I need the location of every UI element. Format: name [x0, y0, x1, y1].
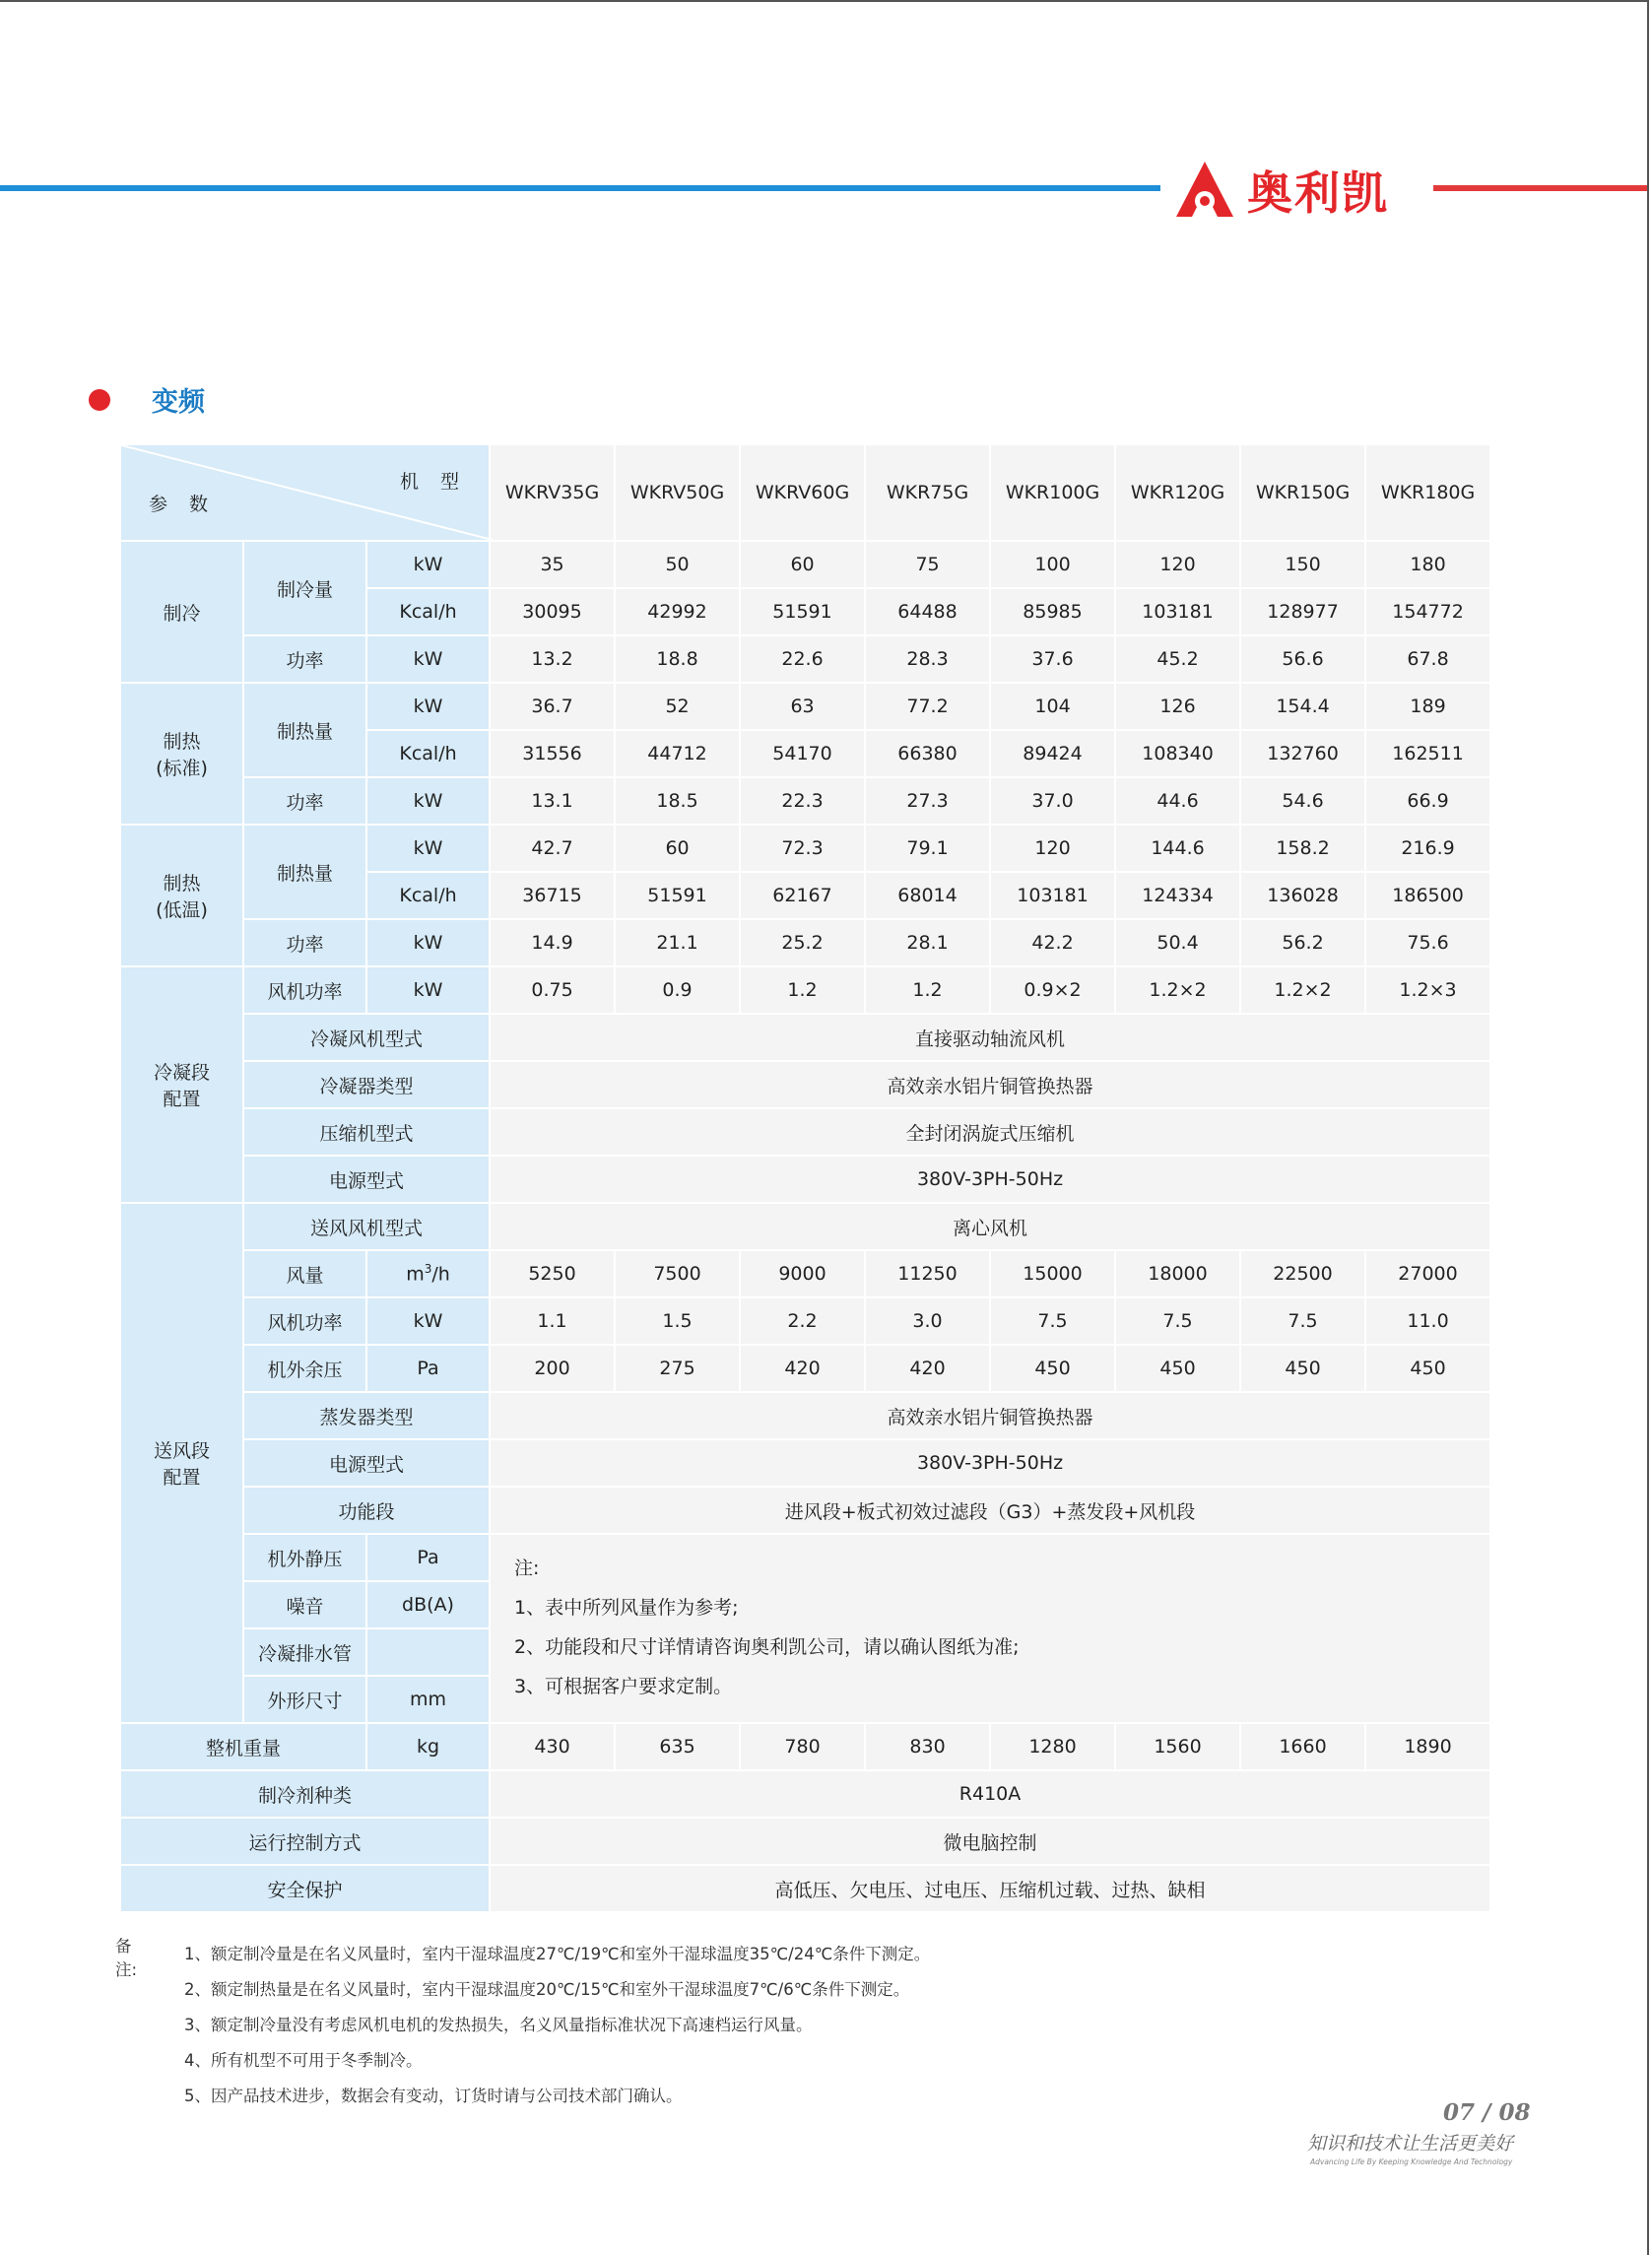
param-label: 机外静压	[243, 1534, 366, 1581]
merged-value-cell: 高效亲水铝片铜管换热器	[490, 1061, 1490, 1108]
table-row	[120, 966, 1490, 1014]
capacity-label: 制冷量	[243, 541, 366, 635]
slogan-en: Advancing Life By Keeping Knowledge And Technology	[1310, 2157, 1513, 2166]
value-cell: 120	[990, 825, 1115, 872]
value-cell: 132760	[1240, 730, 1365, 777]
table-row	[120, 1818, 1490, 1865]
value-cell: 36.7	[490, 683, 615, 730]
unit-cell: mm	[366, 1676, 490, 1723]
value-cell: 42.7	[490, 825, 615, 872]
unit-cell: dB(A)	[366, 1581, 490, 1628]
model-header: WKRV60G	[740, 444, 865, 541]
table-row	[120, 635, 1490, 683]
table-corner	[120, 444, 490, 541]
merged-value-cell: 微电脑控制	[490, 1818, 1490, 1865]
value-cell: 62167	[740, 872, 865, 919]
remark-line: 3、额定制冷量没有考虑风机电机的发热损失，名义风量指标准状况下高速档运行风量。	[184, 2016, 813, 2034]
value-cell: 780	[740, 1723, 865, 1770]
param-label: 功能段	[243, 1487, 490, 1534]
value-cell: 79.1	[865, 825, 990, 872]
param-label: 送风风机型式	[243, 1203, 490, 1250]
value-cell: 1.2×2	[1240, 966, 1365, 1014]
table-row	[120, 1770, 1490, 1818]
group-label-line: 配置	[163, 1467, 201, 1489]
value-cell: 60	[740, 541, 865, 588]
unit-cell: Kcal/h	[366, 730, 490, 777]
value-cell: 0.9	[615, 966, 740, 1014]
note-cell	[490, 1534, 1490, 1723]
page-number	[1443, 2099, 1530, 2126]
value-cell: 66380	[865, 730, 990, 777]
table-row	[120, 1014, 1490, 1061]
merged-value-cell: 380V-3PH-50Hz	[490, 1156, 1490, 1203]
param-label: 外形尺寸	[243, 1676, 366, 1723]
value-cell: 75.6	[1365, 919, 1490, 966]
model-header: WKRV50G	[615, 444, 740, 541]
unit-cell: kW	[366, 966, 490, 1014]
value-cell: 1.2	[865, 966, 990, 1014]
value-cell: 50	[615, 541, 740, 588]
merged-value-cell: R410A	[490, 1770, 1490, 1818]
value-cell: 51591	[615, 872, 740, 919]
model-header: WKR75G	[865, 444, 990, 541]
model-header: WKR100G	[990, 444, 1115, 541]
slogan: 知识和技术让生活更美好	[1307, 2133, 1514, 2155]
group-label-line: 制热	[163, 873, 201, 895]
group-label-line: 冷凝段	[153, 1062, 210, 1084]
value-cell: 52	[615, 683, 740, 730]
value-cell: 85985	[990, 588, 1115, 635]
value-cell: 128977	[1240, 588, 1365, 635]
unit-cell: kg	[366, 1723, 490, 1770]
merged-value-cell: 380V-3PH-50Hz	[490, 1439, 1490, 1487]
remarks-label: 备注:	[115, 1937, 138, 1979]
table-row	[120, 1345, 1490, 1392]
group-cooling: 制冷	[120, 541, 243, 683]
value-cell: 72.3	[740, 825, 865, 872]
value-cell: 18.8	[615, 635, 740, 683]
param-label: 制冷剂种类	[120, 1770, 490, 1818]
note-line: 1、表中所列风量作为参考;	[514, 1597, 739, 1619]
value-cell: 1.5	[615, 1297, 740, 1345]
value-cell: 103181	[1115, 588, 1240, 635]
value-cell: 100	[990, 541, 1115, 588]
value-cell: 126	[1115, 683, 1240, 730]
table-row	[120, 919, 1490, 966]
value-cell: 56.6	[1240, 635, 1365, 683]
param-label: 机外余压	[243, 1345, 366, 1392]
value-cell: 124334	[1115, 872, 1240, 919]
value-cell: 186500	[1365, 872, 1490, 919]
page-number-sep: /	[1483, 2099, 1491, 2126]
value-cell: 64488	[865, 588, 990, 635]
value-cell: 89424	[990, 730, 1115, 777]
value-cell: 28.1	[865, 919, 990, 966]
value-cell: 430	[490, 1723, 615, 1770]
airflow-unit-sup: 3	[424, 1262, 432, 1277]
top-border	[0, 0, 1647, 2]
param-label: 冷凝排水管	[243, 1628, 366, 1676]
value-cell: 7.5	[1115, 1297, 1240, 1345]
airflow-unit-tail: /h	[431, 1263, 450, 1286]
value-cell: 60	[615, 825, 740, 872]
value-cell: 63	[740, 683, 865, 730]
value-cell: 1280	[990, 1723, 1115, 1770]
value-cell: 18000	[1115, 1250, 1240, 1297]
unit-cell: kW	[366, 919, 490, 966]
value-cell: 37.0	[990, 777, 1115, 825]
param-label: 风机功率	[243, 1297, 366, 1345]
remark-line: 2、额定制热量是在名义风量时，室内干湿球温度20℃/15℃和室外干湿球温度7℃/6℃条件下测定。	[184, 1980, 910, 1999]
value-cell: 450	[990, 1345, 1115, 1392]
right-border	[1647, 0, 1649, 2255]
table-row	[120, 1392, 1490, 1439]
value-cell: 77.2	[865, 683, 990, 730]
param-label: 噪音	[243, 1581, 366, 1628]
value-cell: 1.2	[740, 966, 865, 1014]
value-cell: 450	[1115, 1345, 1240, 1392]
table-row	[120, 1534, 1490, 1581]
value-cell: 44.6	[1115, 777, 1240, 825]
value-cell: 0.75	[490, 966, 615, 1014]
unit-cell: Kcal/h	[366, 872, 490, 919]
value-cell: 68014	[865, 872, 990, 919]
header-row	[120, 444, 1490, 541]
section-bullet-icon	[89, 389, 110, 411]
airflow-unit-base: m	[406, 1263, 425, 1286]
capacity-label: 制热量	[243, 825, 366, 919]
merged-value-cell: 直接驱动轴流风机	[490, 1014, 1490, 1061]
value-cell: 104	[990, 683, 1115, 730]
brand-name: 奥利凯	[1247, 166, 1389, 220]
group-label-line: (标准)	[156, 758, 208, 779]
unit-cell: Kcal/h	[366, 588, 490, 635]
value-cell: 635	[615, 1723, 740, 1770]
param-label: 蒸发器类型	[243, 1392, 490, 1439]
value-cell: 36715	[490, 872, 615, 919]
table-row	[120, 1156, 1490, 1203]
param-label: 风量	[243, 1250, 366, 1297]
unit-cell: kW	[366, 541, 490, 588]
merged-value-cell: 高效亲水铝片铜管换热器	[490, 1392, 1490, 1439]
value-cell: 158.2	[1240, 825, 1365, 872]
power-label: 功率	[243, 777, 366, 825]
table-row	[120, 1250, 1490, 1297]
value-cell: 180	[1365, 541, 1490, 588]
group-heating-low	[120, 825, 243, 966]
value-cell: 450	[1365, 1345, 1490, 1392]
value-cell: 1890	[1365, 1723, 1490, 1770]
value-cell: 154772	[1365, 588, 1490, 635]
model-header: WKRV35G	[490, 444, 615, 541]
value-cell: 150	[1240, 541, 1365, 588]
value-cell: 15000	[990, 1250, 1115, 1297]
table-row	[120, 1108, 1490, 1156]
param-label: 整机重量	[120, 1723, 366, 1770]
note-line: 3、可根据客户要求定制。	[514, 1676, 733, 1697]
value-cell: 5250	[490, 1250, 615, 1297]
model-header: WKR150G	[1240, 444, 1365, 541]
table-row	[120, 683, 1490, 730]
value-cell: 275	[615, 1345, 740, 1392]
value-cell: 27000	[1365, 1250, 1490, 1297]
unit-cell: kW	[366, 683, 490, 730]
group-label-line: 配置	[163, 1089, 201, 1110]
value-cell: 450	[1240, 1345, 1365, 1392]
value-cell: 11250	[865, 1250, 990, 1297]
value-cell: 54.6	[1240, 777, 1365, 825]
param-label: 冷凝风机型式	[243, 1014, 490, 1061]
header-blue-rule	[0, 185, 1160, 191]
model-header: WKR180G	[1365, 444, 1490, 541]
remark-line: 5、因产品技术进步，数据会有变动，订货时请与公司技术部门确认。	[184, 2087, 683, 2105]
power-label: 功率	[243, 635, 366, 683]
value-cell: 14.9	[490, 919, 615, 966]
value-cell: 154.4	[1240, 683, 1365, 730]
param-axis-label: 参 数	[149, 494, 217, 515]
value-cell: 9000	[740, 1250, 865, 1297]
note-line: 注:	[514, 1558, 540, 1579]
brand-logo	[1170, 158, 1389, 223]
group-label-line: 送风段	[153, 1440, 210, 1462]
param-label: 风机功率	[243, 966, 366, 1014]
value-cell: 66.9	[1365, 777, 1490, 825]
remark-line: 1、额定制冷量是在名义风量时，室内干湿球温度27℃/19℃和室外干湿球温度35℃/24℃条件下测定。	[184, 1945, 931, 1963]
section-header	[89, 380, 205, 419]
param-label: 电源型式	[243, 1439, 490, 1487]
merged-value-cell: 离心风机	[490, 1203, 1490, 1250]
unit-cell	[366, 1628, 490, 1676]
value-cell: 7.5	[1240, 1297, 1365, 1345]
table-row	[120, 1723, 1490, 1770]
value-cell: 31556	[490, 730, 615, 777]
value-cell: 200	[490, 1345, 615, 1392]
note-line: 2、功能段和尺寸详情请咨询奥利凯公司，请以确认图纸为准;	[514, 1636, 1020, 1658]
value-cell: 54170	[740, 730, 865, 777]
merged-value-cell: 高低压、欠电压、过电压、压缩机过载、过热、缺相	[490, 1865, 1490, 1912]
param-label: 安全保护	[120, 1865, 490, 1912]
value-cell: 120	[1115, 541, 1240, 588]
value-cell: 13.1	[490, 777, 615, 825]
value-cell: 44712	[615, 730, 740, 777]
value-cell: 50.4	[1115, 919, 1240, 966]
merged-value-cell: 全封闭涡旋式压缩机	[490, 1108, 1490, 1156]
spec-table	[119, 443, 1491, 1913]
value-cell: 108340	[1115, 730, 1240, 777]
value-cell: 420	[865, 1345, 990, 1392]
remark-line: 4、所有机型不可用于冬季制冷。	[184, 2051, 423, 2070]
value-cell: 420	[740, 1345, 865, 1392]
value-cell: 189	[1365, 683, 1490, 730]
table-row	[120, 1061, 1490, 1108]
value-cell: 1660	[1240, 1723, 1365, 1770]
value-cell: 830	[865, 1723, 990, 1770]
unit-cell: Pa	[366, 1345, 490, 1392]
value-cell: 2.2	[740, 1297, 865, 1345]
group-label-line: 制热	[163, 731, 201, 753]
model-header: WKR120G	[1115, 444, 1240, 541]
group-label-line: (低温)	[156, 899, 208, 921]
value-cell: 11.0	[1365, 1297, 1490, 1345]
group-heating-standard	[120, 683, 243, 825]
header-red-rule	[1433, 185, 1647, 191]
value-cell: 0.9×2	[990, 966, 1115, 1014]
value-cell: 21.1	[615, 919, 740, 966]
value-cell: 25.2	[740, 919, 865, 966]
value-cell: 144.6	[1115, 825, 1240, 872]
value-cell: 42992	[615, 588, 740, 635]
value-cell: 18.5	[615, 777, 740, 825]
value-cell: 56.2	[1240, 919, 1365, 966]
value-cell: 37.6	[990, 635, 1115, 683]
value-cell: 35	[490, 541, 615, 588]
page-number-right: 08	[1498, 2099, 1531, 2126]
power-label: 功率	[243, 919, 366, 966]
param-label: 冷凝器类型	[243, 1061, 490, 1108]
table-row	[120, 825, 1490, 872]
table-row	[120, 1203, 1490, 1250]
value-cell: 27.3	[865, 777, 990, 825]
unit-cell: kW	[366, 635, 490, 683]
value-cell: 162511	[1365, 730, 1490, 777]
table-row	[120, 1297, 1490, 1345]
value-cell: 22.6	[740, 635, 865, 683]
value-cell: 7.5	[990, 1297, 1115, 1345]
group-supply-air	[120, 1203, 243, 1723]
unit-cell: Pa	[366, 1534, 490, 1581]
value-cell: 13.2	[490, 635, 615, 683]
value-cell: 7500	[615, 1250, 740, 1297]
value-cell: 75	[865, 541, 990, 588]
group-condenser	[120, 966, 243, 1203]
section-title: 变频	[152, 387, 205, 418]
unit-cell: kW	[366, 825, 490, 872]
value-cell: 1.2×2	[1115, 966, 1240, 1014]
value-cell: 1.1	[490, 1297, 615, 1345]
value-cell: 42.2	[990, 919, 1115, 966]
value-cell: 22.3	[740, 777, 865, 825]
page-number-left: 07	[1443, 2099, 1476, 2126]
param-label: 电源型式	[243, 1156, 490, 1203]
value-cell: 216.9	[1365, 825, 1490, 872]
value-cell: 136028	[1240, 872, 1365, 919]
value-cell: 1560	[1115, 1723, 1240, 1770]
param-label: 运行控制方式	[120, 1818, 490, 1865]
unit-cell: kW	[366, 777, 490, 825]
value-cell: 45.2	[1115, 635, 1240, 683]
table-row	[120, 777, 1490, 825]
value-cell: 67.8	[1365, 635, 1490, 683]
table-row	[120, 1487, 1490, 1534]
unit-cell	[366, 1250, 490, 1297]
capacity-label: 制热量	[243, 683, 366, 777]
value-cell: 22500	[1240, 1250, 1365, 1297]
value-cell: 103181	[990, 872, 1115, 919]
value-cell: 51591	[740, 588, 865, 635]
value-cell: 30095	[490, 588, 615, 635]
value-cell: 28.3	[865, 635, 990, 683]
brand-logo-icon	[1170, 158, 1239, 223]
value-cell: 3.0	[865, 1297, 990, 1345]
table-row	[120, 1865, 1490, 1912]
table-row	[120, 541, 1490, 588]
table-row	[120, 1439, 1490, 1487]
param-label: 压缩机型式	[243, 1108, 490, 1156]
unit-cell: kW	[366, 1297, 490, 1345]
value-cell: 1.2×3	[1365, 966, 1490, 1014]
model-axis-label: 机 型	[399, 471, 468, 493]
merged-value-cell: 进风段+板式初效过滤段（G3）+蒸发段+风机段	[490, 1487, 1490, 1534]
